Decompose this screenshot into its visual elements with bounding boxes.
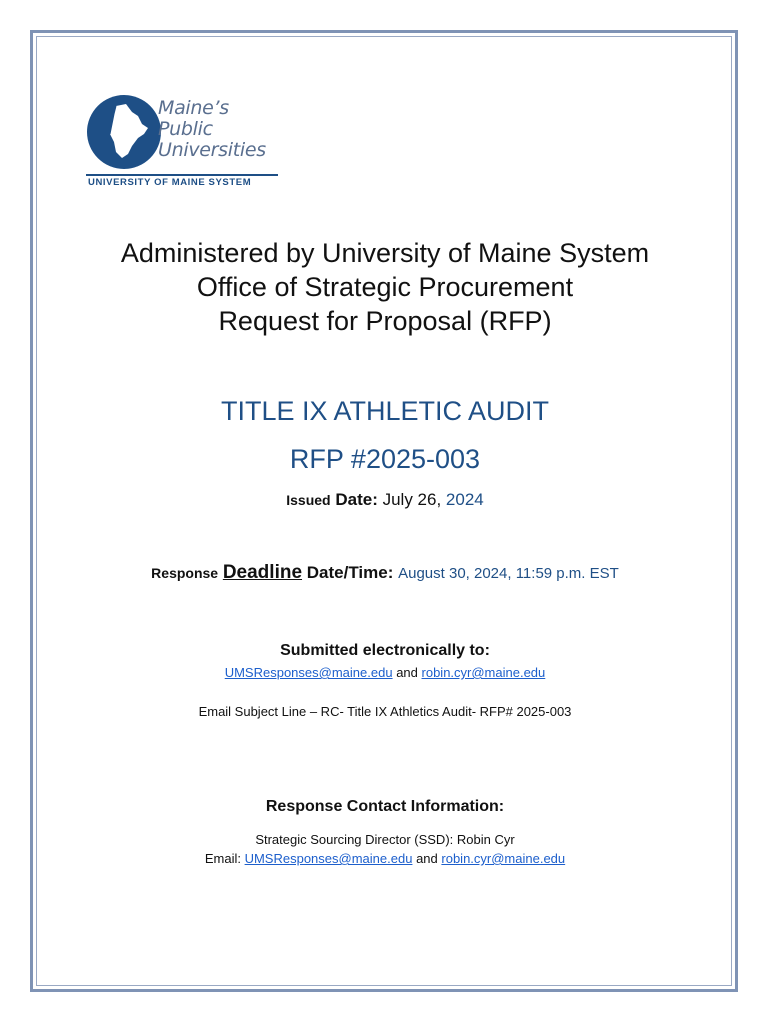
contact-email-link-2[interactable]: robin.cyr@maine.edu	[441, 851, 566, 866]
contact-email-label: Email:	[204, 851, 241, 866]
submission-email-link-1[interactable]: UMSResponses@maine.edu	[224, 665, 393, 680]
submission-email-link-2[interactable]: robin.cyr@maine.edu	[421, 665, 546, 680]
administered-by-block	[0, 236, 770, 338]
contact-connector: and	[416, 851, 438, 866]
deadline-label-small: Response	[151, 565, 219, 581]
logo-brand-text	[158, 98, 266, 161]
deadline-value: August 30, 2024, 11:59 p.m. EST	[398, 565, 619, 582]
issued-date-value-b: 2024	[441, 490, 484, 509]
contact-email-link-1[interactable]: UMSResponses@maine.edu	[244, 851, 413, 866]
issued-date-value-a: July 26,	[382, 490, 442, 509]
deadline-label: Date/Time:	[306, 563, 394, 582]
logo-brand-line: Universities	[158, 139, 266, 161]
issued-date-line	[0, 490, 770, 510]
deadline-label-big: Deadline	[222, 562, 303, 583]
logo-system-name: UNIVERSITY OF MAINE SYSTEM	[88, 177, 252, 188]
submission-heading: Submitted electronically to:	[280, 642, 490, 659]
header-line-2: Office of Strategic Procurement	[196, 272, 574, 302]
ums-logo	[86, 94, 282, 190]
logo-brand-line: Maine’s	[158, 97, 229, 119]
contact-ssd: Strategic Sourcing Director (SSD): Robin Cyr	[255, 832, 515, 847]
header-line-1: Administered by University of Maine System	[120, 238, 650, 268]
rfp-number: RFP #2025-003	[289, 444, 481, 474]
logo-brand-line: Public	[158, 118, 213, 140]
issued-date-label: Date:	[335, 490, 378, 509]
maine-map-logo-icon	[86, 94, 162, 170]
submission-connector: and	[396, 665, 418, 680]
submission-emails	[0, 665, 770, 680]
rfp-title: TITLE IX ATHLETIC AUDIT	[220, 396, 550, 426]
contact-emails	[0, 851, 770, 866]
contact-heading: Response Contact Information:	[265, 798, 505, 815]
issued-label-small: Issued	[286, 492, 331, 508]
response-deadline-line	[0, 562, 770, 584]
header-line-3: Request for Proposal (RFP)	[218, 306, 552, 336]
logo-rule	[86, 174, 278, 176]
email-subject-line: Email Subject Line – RC- Title IX Athletics Audit- RFP# 2025-003	[198, 704, 572, 719]
